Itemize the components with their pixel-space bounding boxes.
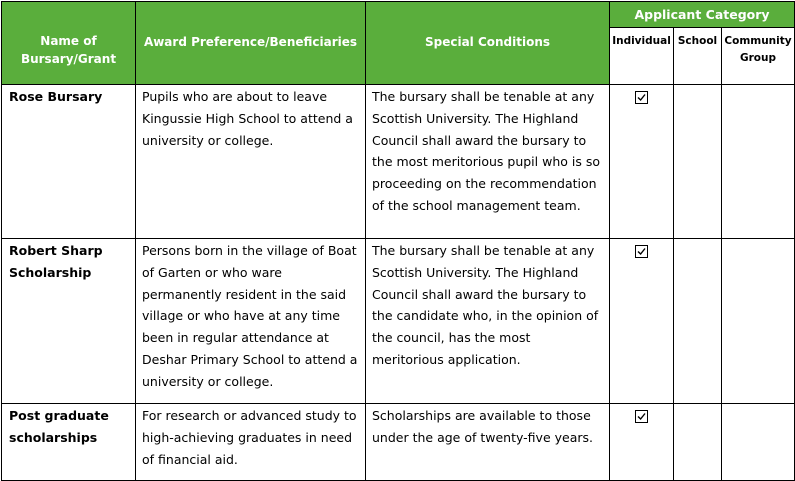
individual-cell [610, 239, 674, 404]
checked-checkbox-icon[interactable] [635, 91, 648, 104]
header-school: School [674, 28, 722, 85]
header-community-group: Community Group [722, 28, 795, 85]
header-award: Award Preference/Beneficiaries [136, 2, 366, 85]
school-cell [674, 404, 722, 481]
community-group-cell [722, 85, 795, 239]
school-cell [674, 239, 722, 404]
bursary-table [1, 1, 795, 481]
table-row [2, 404, 795, 481]
school-cell [674, 85, 722, 239]
table-row [2, 85, 795, 239]
header-name: Name of Bursary/Grant [2, 2, 136, 85]
special-conditions: Scholarships are available to those under the age of twenty-five years. [366, 404, 610, 481]
award-preference: Persons born in the village of Boat of Garten or who ware permanently resident in the said village or who have at any time been in regular attendance at Deshar Primary School to attend a university or college. [136, 239, 366, 404]
header-applicant-category: Applicant Category [610, 2, 795, 28]
table-row [2, 239, 795, 404]
community-group-cell [722, 404, 795, 481]
individual-cell [610, 85, 674, 239]
checked-checkbox-icon[interactable] [635, 245, 648, 258]
bursary-name: Robert Sharp Scholarship [2, 239, 136, 404]
individual-cell [610, 404, 674, 481]
award-preference: Pupils who are about to leave Kingussie High School to attend a university or college. [136, 85, 366, 239]
special-conditions: The bursary shall be tenable at any Scottish University. The Highland Council shall award the bursary to the most meritorious pupil who is so proceeding on the recommendation of the school management team. [366, 85, 610, 239]
special-conditions: The bursary shall be tenable at any Scottish University. The Highland Council shall award the bursary to the candidate who, in the opinion of the council, has the most meritorious application. [366, 239, 610, 404]
checked-checkbox-icon[interactable] [635, 410, 648, 423]
award-preference: For research or advanced study to high-achieving graduates in need of financial aid. [136, 404, 366, 481]
header-conditions: Special Conditions [366, 2, 610, 85]
community-group-cell [722, 239, 795, 404]
bursary-name: Post graduate scholarships [2, 404, 136, 481]
bursary-name: Rose Bursary [2, 85, 136, 239]
header-individual: Individual [610, 28, 674, 85]
